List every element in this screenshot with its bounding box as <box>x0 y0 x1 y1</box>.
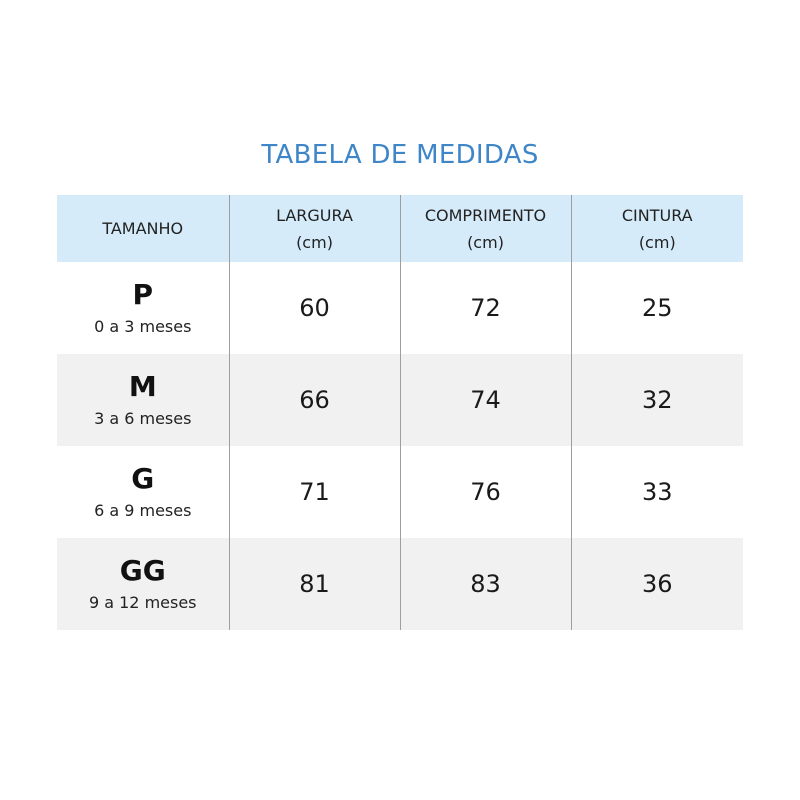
header-waist <box>571 195 743 262</box>
size-age: 9 a 12 meses <box>88 593 197 612</box>
header-length <box>400 195 571 262</box>
size-cell <box>57 446 229 538</box>
header-size <box>57 195 229 262</box>
size-code: M <box>128 370 157 403</box>
header-length-label: COMPRIMENTO <box>424 205 547 225</box>
size-cell <box>57 262 229 354</box>
width-value: 66 <box>229 354 400 446</box>
waist-value: 25 <box>571 262 743 354</box>
size-code: GG <box>119 554 166 587</box>
table-row <box>57 538 743 630</box>
waist-value: 32 <box>571 354 743 446</box>
size-code: P <box>132 278 154 311</box>
page-title: TABELA DE MEDIDAS <box>261 140 539 170</box>
header-width <box>229 195 400 262</box>
length-value: 74 <box>400 354 571 446</box>
length-value: 72 <box>400 262 571 354</box>
table-row <box>57 446 743 538</box>
width-value: 71 <box>229 446 400 538</box>
size-chart-table <box>57 195 743 630</box>
table-row <box>57 354 743 446</box>
header-width-label: LARGURA <box>276 205 353 225</box>
length-value: 83 <box>400 538 571 630</box>
length-value: 76 <box>400 446 571 538</box>
size-age: 6 a 9 meses <box>94 501 192 520</box>
header-waist-label: CINTURA <box>621 205 693 225</box>
size-age: 3 a 6 meses <box>94 409 192 428</box>
waist-value: 33 <box>571 446 743 538</box>
width-value: 81 <box>229 538 400 630</box>
waist-value: 36 <box>571 538 743 630</box>
header-waist-unit: (cm) <box>638 232 676 252</box>
header-width-unit: (cm) <box>296 232 333 252</box>
header-length-unit: (cm) <box>467 232 504 252</box>
table-header-row <box>57 195 743 262</box>
width-value: 60 <box>229 262 400 354</box>
size-cell <box>57 354 229 446</box>
size-age: 0 a 3 meses <box>94 317 192 336</box>
table-row <box>57 262 743 354</box>
header-size-label: TAMANHO <box>102 219 184 238</box>
size-cell <box>57 538 229 630</box>
size-code: G <box>131 462 155 495</box>
